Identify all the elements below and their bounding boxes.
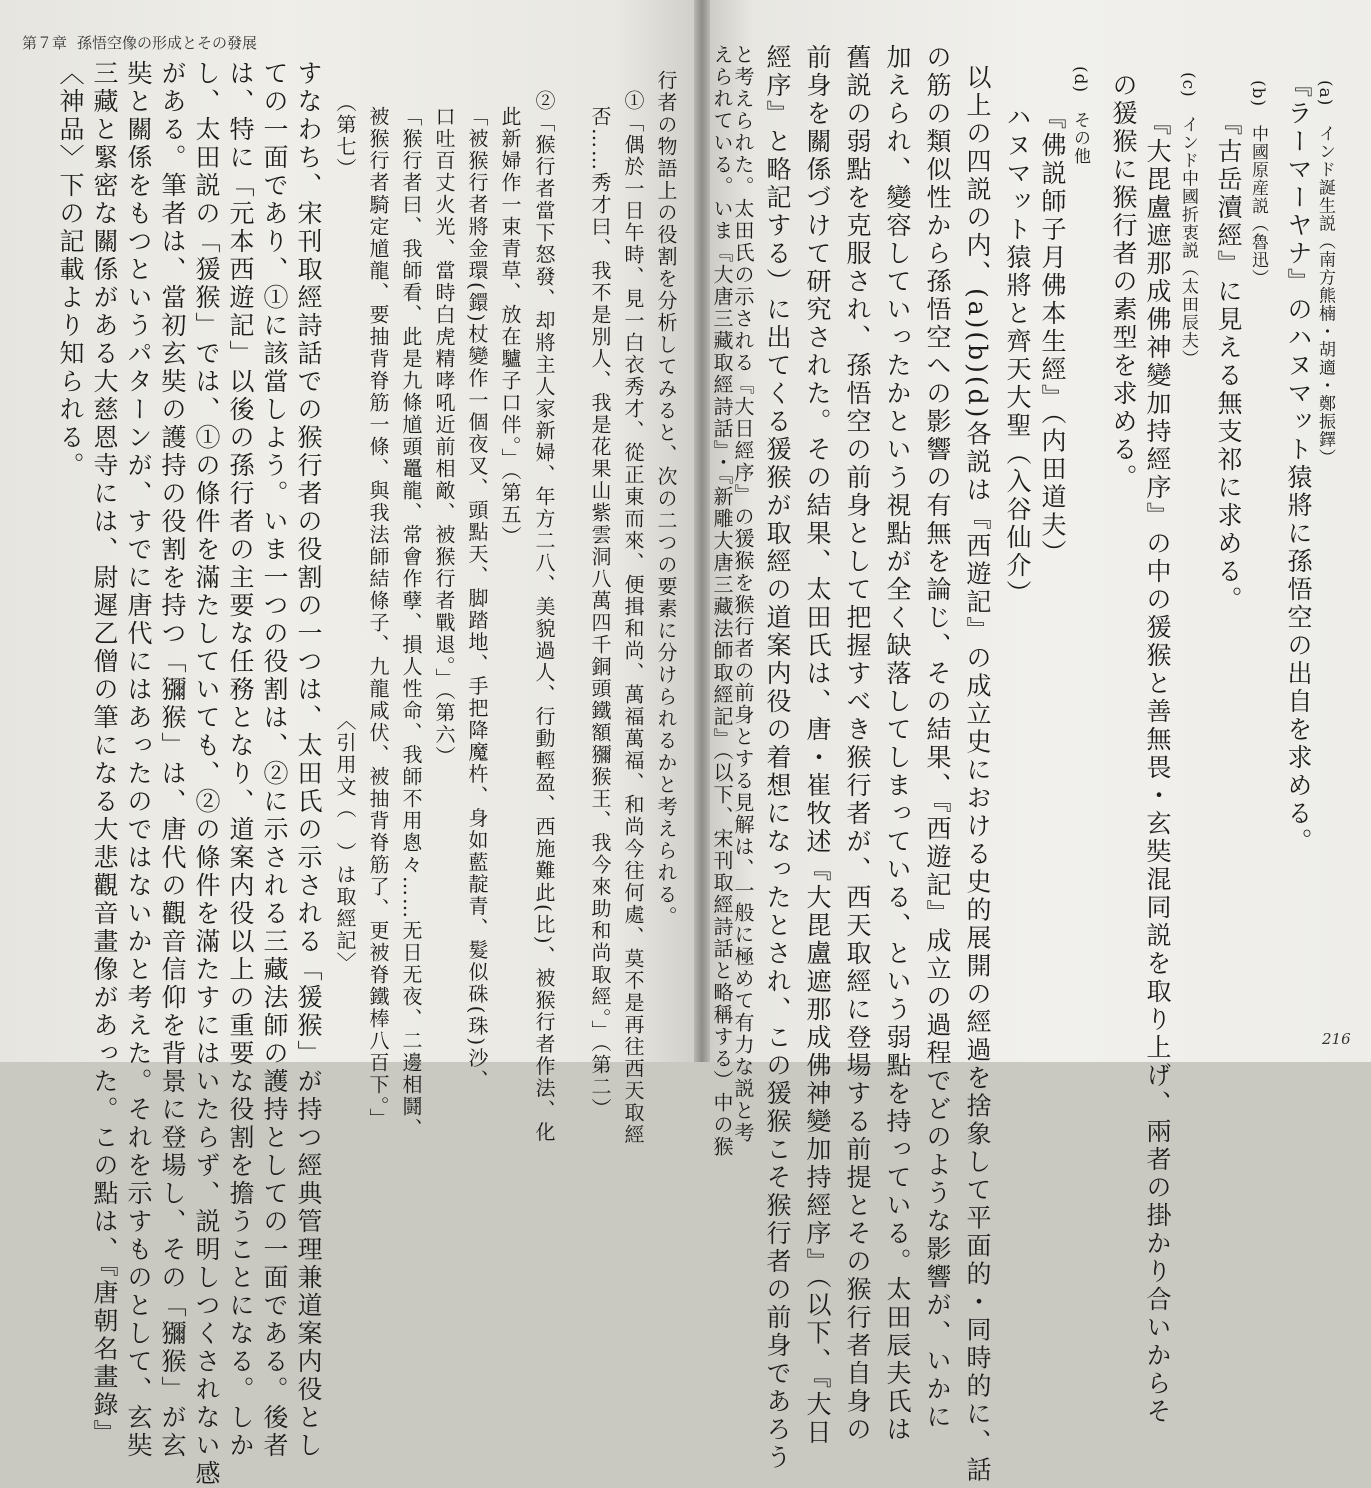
text-column: (b) 中國原産説（魯迅）	[1248, 80, 1268, 288]
text-column: 『ラーマーヤナ』のハヌマット猿將に孫悟空の出自を求める。	[1284, 72, 1313, 856]
text-column: 奘と關係をもつというパターンが、すでに唐代にはあったのではないかと考えた。それを示すものとして、玄奘	[124, 60, 153, 1460]
text-column: 口吐百丈火光、當時白虎精哮吼近前相敵、被猴行者戰退。」（第六）	[432, 106, 456, 768]
text-column: 行者の物語上の役割を分析してみると、次の二つの要素に分けられるかと考えられる。	[654, 70, 678, 928]
running-header	[22, 32, 267, 53]
text-column: 此新婦作一束青草、放在驢子口伴。」（第五）	[498, 106, 522, 548]
text-column: 「猴行者曰、我師看、此是九條馗頭鼉龍、常會作孽、損人性命、我師不用悤々……无日无夜、二邊相鬪、	[399, 106, 423, 1140]
text-column: の猨猴に猴行者の素型を求める。	[1109, 72, 1138, 492]
right-page	[700, 0, 1371, 1485]
text-column: えられている。いま『大唐三藏取經詩話』・『新雕大唐三藏法師取經記』（以下、宋刊取經詩話と略稱する）中の猴	[710, 44, 734, 1158]
text-column: 『佛説師子月佛本生經』（内田道夫）	[1038, 104, 1067, 568]
text-column: 以上の四説の内、(a)(b)(d)各説は『西遊記』の成立史における史的展開の經過を捨象して平面的・同時的に、話	[963, 64, 992, 1485]
book-gutter	[694, 0, 710, 1062]
text-column: (c) インド中國折衷説（太田辰夫）	[1178, 72, 1198, 368]
text-column: （第七） 〈引用文（ ）は取經記〉	[333, 92, 357, 974]
text-column: 『古岳瀆經』に見える無支祁に求める。	[1214, 110, 1243, 614]
text-column: 〈神品〉下の記載より知られる。	[56, 60, 85, 480]
text-column: (d) その他	[1070, 66, 1090, 166]
text-column: の筋の類似性から孫悟空への影響の有無を論じ、その結果、『西遊記』成立の過程でどのような影響が、いかに	[923, 44, 952, 1432]
text-column: ②「猴行者當下怒發、却將主人家新婦、年方二八、美貌過人、行動輕盈、西施難此(比)、被猴行者作法、化	[532, 90, 556, 1144]
text-column: (a) インド誕生説（南方熊楠・胡適・鄭振鐸）	[1315, 80, 1335, 467]
text-column: 三藏と緊密な關係がある大慈恩寺には、尉遲乙僧の筆になる大悲觀音畫像があった。この點は、『唐朝名畫錄』	[90, 60, 119, 1448]
text-column: は、特に「元本西遊記」以後の孫行者の主要な任務となり、道案内役以上の重要な役割を擔うことになる。しか	[226, 60, 255, 1460]
text-column: 否……秀才曰、我不是別人、我是花果山紫雲洞八萬四千銅頭鐵額獼猴王、我今來助和尚取經。」（第二）	[588, 106, 612, 1120]
page-number: 216	[1322, 1030, 1351, 1048]
text-column: 「被猴行者將金環(鐶)杖變作一個夜叉、頭點天、脚踏地、手把降魔杵、身如藍靛青、髮似硃(珠)沙、	[465, 106, 489, 1092]
text-column: 加えられ、變容していったかという視點が全く缺落してしまっている、という弱點を持っている。太田辰夫氏は	[883, 44, 912, 1444]
text-column: 被猴行者騎定馗龍、要抽背脊筋一條、與我法師結條子、九龍咸伏、被抽背脊筋了、更被脊鐵棒八百下。」	[366, 106, 390, 1130]
text-column: すなわち、宋刊取經詩話での猴行者の役割の一つは、太田氏の示される「猨猴」が持つ經典管理兼道案内役とし	[294, 60, 323, 1460]
text-column: ①「偶於一日午時、見一白衣秀才、從正東而來、便揖和尚、萬福萬福、和尚今往何處、莫不是再往西天取經	[621, 90, 645, 1146]
text-column: 『大毘盧遮那成佛神變加持經序』の中の猨猴と善無畏・玄奘混同説を取り上げ、兩者の掛かり合いからそ	[1143, 110, 1172, 1426]
chapter-number: 第７章	[22, 34, 68, 52]
text-column: ハヌマット猿將と齊天大聖（入谷仙介）	[1003, 104, 1032, 608]
text-column: ての一面であり、①に該當しよう。いま一つの役割は、②に示される三藏法師の護持としての一面である。後者	[260, 60, 289, 1460]
text-column: 前身を關係づけて研究された。その結果、太田氏は、唐・崔牧述『大毘盧遮那成佛神變加持經序』（以下、『大日	[803, 44, 832, 1447]
text-column: と考えられた。太田氏の示される『大日經序』の猨猴を猴行者の前身とする見解は、一般に極めて有力な説と考	[731, 44, 755, 1144]
text-column: がある。筆者は、當初玄奘の護持の役割を持つ「獼猴」は、唐代の觀音信仰を背景に登場し、その「獼猴」が玄	[158, 60, 187, 1460]
chapter-title: 孫悟空像の形成とその發展	[77, 34, 258, 52]
text-column: し、太田説の「猨猴」では、①の條件を滿たしていても、②の條件を滿たすにはいたらず、説明しつくされない感	[192, 60, 221, 1488]
text-column: 舊説の弱點を克服され、孫悟空の前身として把握すべき猴行者が、西天取經に登場する前提とその猴行者自身の	[843, 44, 872, 1444]
text-column: 經序』と略記する）に出てくる猨猴が取經の道案内役の着想になったとされ、この猨猴こそ猴行者の前身であろう	[763, 44, 792, 1472]
